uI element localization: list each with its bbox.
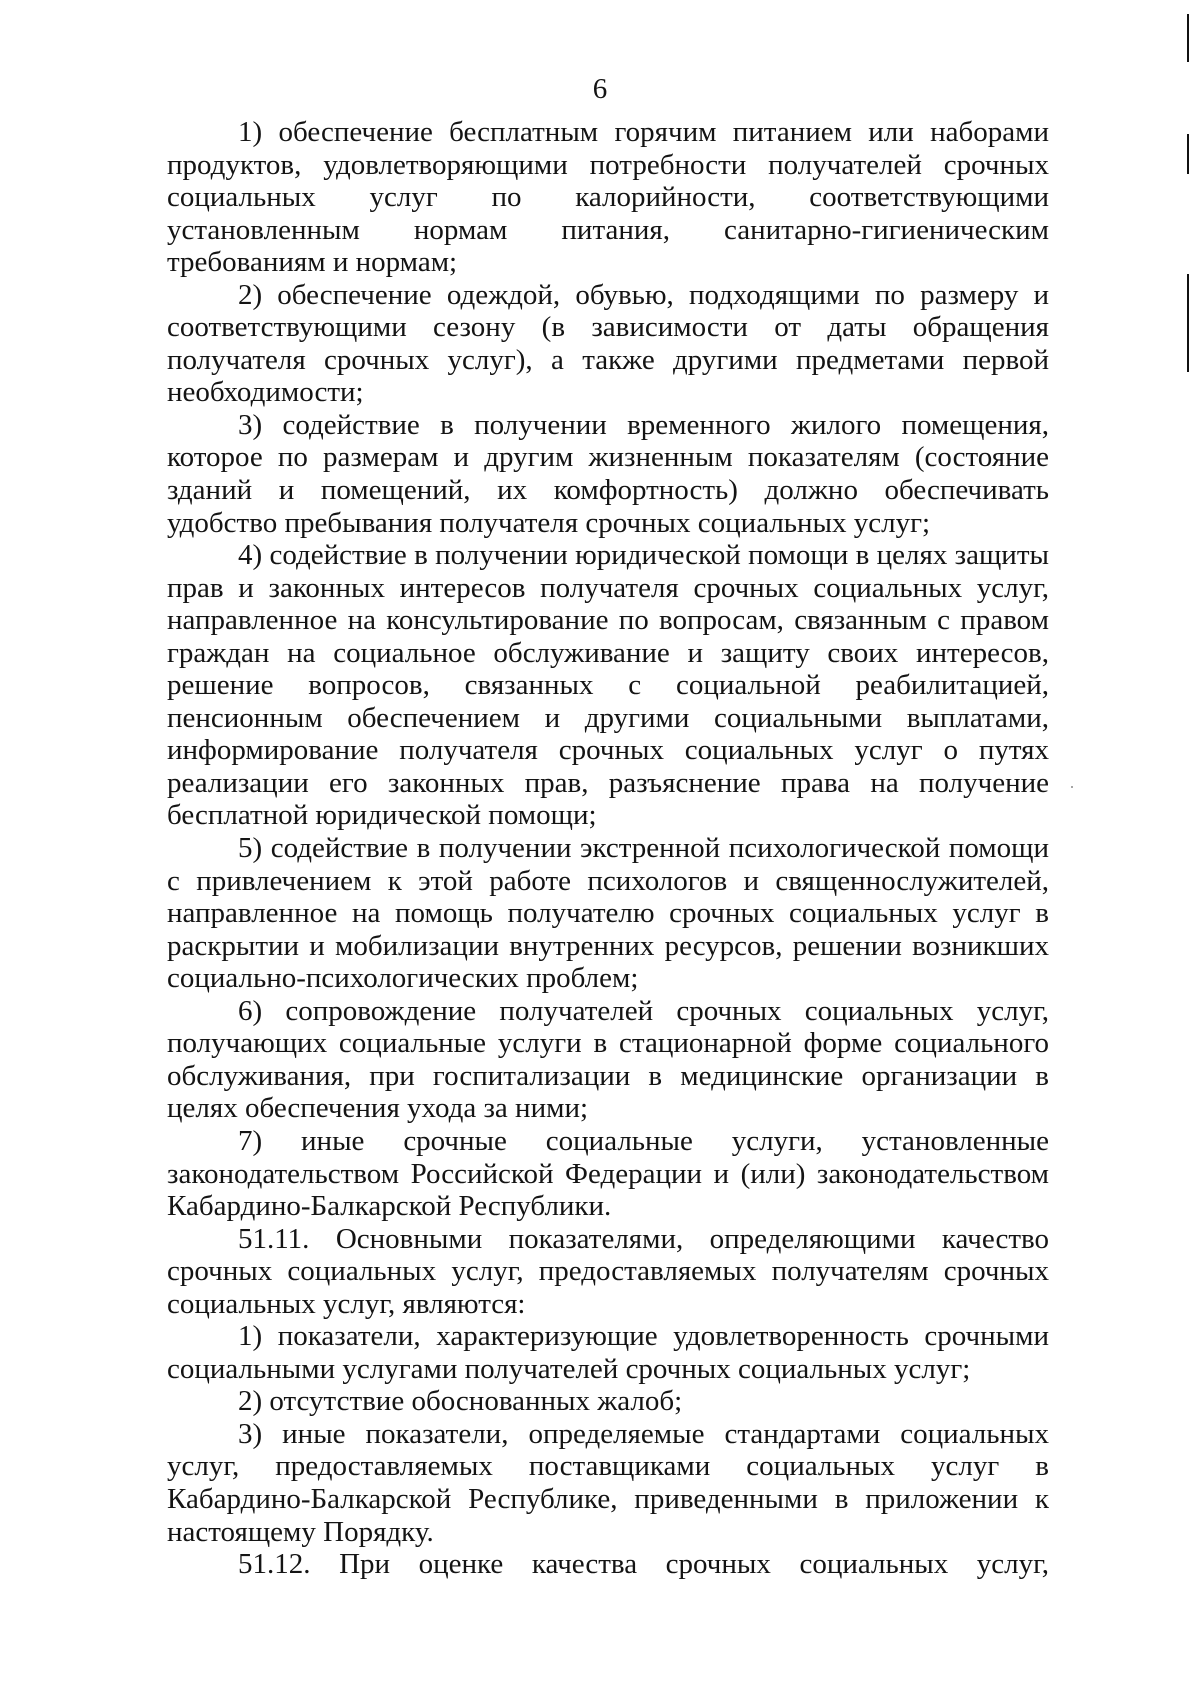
scan-edge-mark (1187, 14, 1189, 62)
paragraph-clause-51-12: 51.12. При оценке качества срочных социальных услуг, (238, 1548, 1049, 1581)
paragraph-indicator-3-other: 3) иные показатели, определяемые стандартами социальных услуг, предоставляемых поставщиками социальных услуг в Кабардино-Балкарской Республике, приведенными в приложении к настоящему Порядку. (167, 1417, 1049, 1548)
scan-edge-mark (1187, 134, 1189, 174)
paragraph-clause-51-11: 51.11. Основными показателями, определяющими качество срочных социальных услуг, предоставляемых получателям срочных социальных услуг, являются: (167, 1222, 1049, 1320)
paragraph-item-5-psychological-aid: 5) содействие в получении экстренной психологической помощи с привлечением к этой работе психологов и священнослужителей, направленное на помощь получателю срочных социальных услуг в раскрытии и мобилизации внутренних ресурсов, решении возникших социально-психологических проблем; (167, 832, 1049, 995)
paragraph-item-1-hot-meals: 1) обеспечение бесплатным горячим питанием или наборами продуктов, удовлетворяющими потребности получателей срочных социальных услуг по калорийности, соответствующими установленным нормам питания, санитарно-гигиеническим требованиям и нормам; (167, 116, 1049, 279)
scan-dust-dot (1071, 786, 1073, 788)
paragraph-indicator-2-no-complaints: 2) отсутствие обоснованных жалоб; (238, 1385, 683, 1418)
document-body (167, 116, 1049, 1581)
page-number: 6 (592, 73, 608, 105)
scan-edge-mark (1187, 274, 1189, 372)
paragraph-item-2-clothing: 2) обеспечение одеждой, обувью, подходящими по размеру и соответствующими сезону (в зависимости от даты обращения получателя срочных услуг), а также другими предметами первой необходимости; (167, 278, 1049, 409)
paragraph-item-6-escort: 6) сопровождение получателей срочных социальных услуг, получающих социальные услуги в стационарной форме социального обслуживания, при госпитализации в медицинские организации в целях обеспечения ухода за ними; (167, 994, 1049, 1125)
paragraph-indicator-1-satisfaction: 1) показатели, характеризующие удовлетворенность срочными социальными услугами получателей срочных социальных услуг; (167, 1320, 1049, 1385)
paragraph-item-3-housing: 3) содействие в получении временного жилого помещения, которое по размерам и другим жизненным показателям (состояние зданий и помещений, их комфортность) должно обеспечивать удобство пребывания получателя срочных социальных услуг; (167, 408, 1049, 539)
paragraph-item-4-legal-aid: 4) содействие в получении юридической помощи в целях защиты прав и законных интересов получателя срочных социальных услуг, направленное на консультирование по вопросам, связанным с правом граждан на социальное обслуживание и защиту своих интересов, решение вопросов, связанных с социальной реабилитацией, пенсионным обеспечением и другими социальными выплатами, информирование получателя срочных социальных услуг о путях реализации его законных прав, разъяснение права на получение бесплатной юридической помощи; (167, 539, 1049, 832)
paragraph-item-7-other-services: 7) иные срочные социальные услуги, установленные законодательством Российской Федерации и (или) законодательством Кабардино-Балкарской Республики. (167, 1124, 1049, 1223)
